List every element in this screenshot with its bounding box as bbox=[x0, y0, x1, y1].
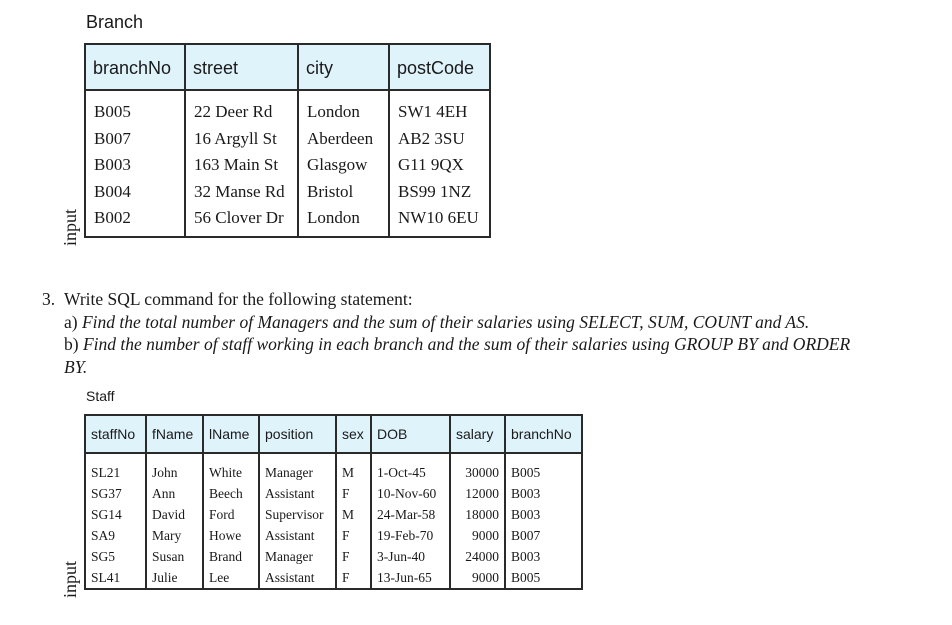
table-cell: Bristol bbox=[307, 181, 354, 201]
branch-col-city bbox=[299, 91, 390, 236]
part-b-text: Find the number of staff working in each branch and the sum of their salaries using GROUP BY and ORDER bbox=[82, 334, 851, 354]
table-cell: 24000 bbox=[465, 549, 499, 564]
table-cell: Ford bbox=[209, 507, 235, 522]
table-cell: M bbox=[342, 507, 355, 522]
question-number: 3. bbox=[42, 289, 56, 309]
staff-col-fname bbox=[147, 454, 204, 588]
table-cell: M bbox=[342, 465, 355, 480]
staff-col-header: sex bbox=[337, 416, 372, 452]
part-a-label: a) bbox=[64, 311, 78, 332]
table-cell: B003 bbox=[94, 155, 131, 174]
table-cell: Assistant bbox=[265, 486, 315, 501]
table-cell: London bbox=[307, 102, 360, 121]
table-cell: Assistant bbox=[265, 528, 315, 543]
table-cell: 19-Feb-70 bbox=[377, 528, 434, 543]
table-cell: SG5 bbox=[91, 549, 116, 564]
branch-table-title: Branch bbox=[86, 12, 144, 32]
table-cell: 22 Deer Rd bbox=[194, 102, 273, 121]
table-cell: 18000 bbox=[465, 507, 499, 522]
branch-col-header: branchNo bbox=[86, 45, 186, 89]
table-cell: B003 bbox=[511, 486, 541, 501]
table-cell: Manager bbox=[265, 549, 313, 564]
table-cell: B005 bbox=[94, 102, 131, 121]
question-block bbox=[42, 288, 932, 378]
staff-col-salary bbox=[451, 454, 506, 588]
table-cell: B007 bbox=[511, 528, 541, 543]
table-cell: B005 bbox=[511, 570, 541, 585]
question-text: Write SQL command for the following statement: bbox=[64, 289, 413, 309]
staff-col-dob bbox=[372, 454, 451, 588]
table-cell: David bbox=[152, 507, 185, 522]
table-cell: 13-Jun-65 bbox=[377, 570, 432, 585]
table-cell: Beech bbox=[209, 486, 243, 501]
table-cell: SL41 bbox=[91, 570, 121, 585]
table-cell: 24-Mar-58 bbox=[377, 507, 436, 522]
table-cell: Howe bbox=[209, 528, 242, 543]
staff-col-header: position bbox=[260, 416, 337, 452]
table-cell: Manager bbox=[265, 465, 313, 480]
table-cell: Aberdeen bbox=[307, 128, 374, 148]
branch-input-label: input bbox=[60, 208, 80, 246]
table-cell: Ann bbox=[152, 486, 176, 501]
table-cell: BS99 1NZ bbox=[398, 181, 472, 201]
branch-col-postcode bbox=[390, 91, 489, 236]
table-cell: Supervisor bbox=[265, 507, 324, 522]
table-cell: London bbox=[307, 208, 360, 227]
table-cell: 16 Argyll St bbox=[194, 128, 277, 148]
staff-table-body bbox=[86, 454, 581, 588]
staff-col-sex bbox=[337, 454, 372, 588]
question-part-b-continued bbox=[42, 356, 932, 379]
table-cell: F bbox=[342, 570, 350, 585]
staff-col-position bbox=[260, 454, 337, 588]
table-cell: F bbox=[342, 528, 350, 543]
part-b-label: b) bbox=[64, 334, 79, 354]
branch-table-header bbox=[86, 45, 489, 91]
branch-col-header: street bbox=[186, 45, 299, 89]
table-cell: SA9 bbox=[91, 528, 116, 543]
staff-col-header: branchNo bbox=[511, 426, 572, 442]
table-cell: SW1 4EH bbox=[398, 102, 468, 121]
staff-col-header: DOB bbox=[372, 416, 451, 452]
table-cell: B003 bbox=[511, 507, 541, 522]
table-cell: Assistant bbox=[265, 570, 315, 585]
branch-col-street bbox=[186, 91, 299, 236]
table-cell: 10-Nov-60 bbox=[377, 486, 437, 501]
branch-col-header: postCode bbox=[397, 58, 475, 78]
branch-table-body bbox=[86, 91, 489, 236]
table-cell: Susan bbox=[152, 549, 185, 564]
staff-col-header: salary bbox=[451, 416, 506, 452]
staff-col-header: staffNo bbox=[86, 416, 147, 452]
branch-col-header: city bbox=[299, 45, 390, 89]
table-cell: 32 Manse Rd bbox=[194, 181, 285, 201]
table-cell: F bbox=[342, 549, 350, 564]
table-cell: F bbox=[342, 486, 350, 501]
table-cell: AB2 3SU bbox=[398, 128, 465, 148]
branch-table bbox=[84, 43, 491, 238]
table-cell: Lee bbox=[209, 570, 230, 585]
staff-col-header: fName bbox=[147, 416, 204, 452]
table-cell: SG37 bbox=[91, 486, 122, 501]
staff-col-header: lName bbox=[204, 416, 260, 452]
table-cell: B007 bbox=[94, 128, 131, 148]
table-cell: Brand bbox=[209, 549, 242, 564]
staff-table-title: Staff bbox=[86, 388, 115, 404]
table-cell: John bbox=[152, 465, 178, 480]
staff-col-lname bbox=[204, 454, 260, 588]
table-cell: SG14 bbox=[91, 507, 122, 522]
branch-col-branchno bbox=[86, 91, 186, 236]
part-a-text: Find the total number of Managers and the sum of their salaries using SELECT, SUM, COUNT and AS. bbox=[81, 311, 810, 332]
table-cell: Julie bbox=[152, 570, 178, 585]
table-cell: 3-Jun-40 bbox=[377, 549, 425, 564]
table-cell: 163 Main St bbox=[194, 155, 279, 174]
table-cell: White bbox=[209, 465, 242, 480]
table-cell: Mary bbox=[152, 528, 182, 543]
question-part-b bbox=[42, 333, 932, 356]
table-cell: B002 bbox=[94, 208, 131, 227]
table-cell: Glasgow bbox=[307, 155, 368, 174]
staff-col-staffno bbox=[86, 454, 147, 588]
table-cell: 12000 bbox=[465, 486, 499, 501]
table-cell: 1-Oct-45 bbox=[377, 465, 426, 480]
table-cell: G11 9QX bbox=[398, 155, 464, 174]
question-line bbox=[42, 288, 932, 311]
part-b-text-continued: BY. bbox=[64, 356, 88, 377]
table-cell: 56 Clover Dr bbox=[194, 208, 284, 227]
staff-col-branchno bbox=[506, 454, 581, 588]
table-cell: NW10 6EU bbox=[398, 208, 479, 227]
table-cell: 30000 bbox=[465, 465, 499, 480]
table-cell: 9000 bbox=[472, 528, 499, 543]
table-cell: 9000 bbox=[472, 570, 499, 585]
staff-input-label: input bbox=[60, 560, 80, 598]
staff-table bbox=[84, 414, 583, 590]
table-cell: B003 bbox=[511, 549, 541, 564]
question-part-a bbox=[42, 311, 932, 334]
table-cell: SL21 bbox=[91, 465, 121, 480]
table-cell: B005 bbox=[511, 465, 541, 480]
table-cell: B004 bbox=[94, 181, 131, 201]
staff-table-header bbox=[86, 416, 581, 454]
